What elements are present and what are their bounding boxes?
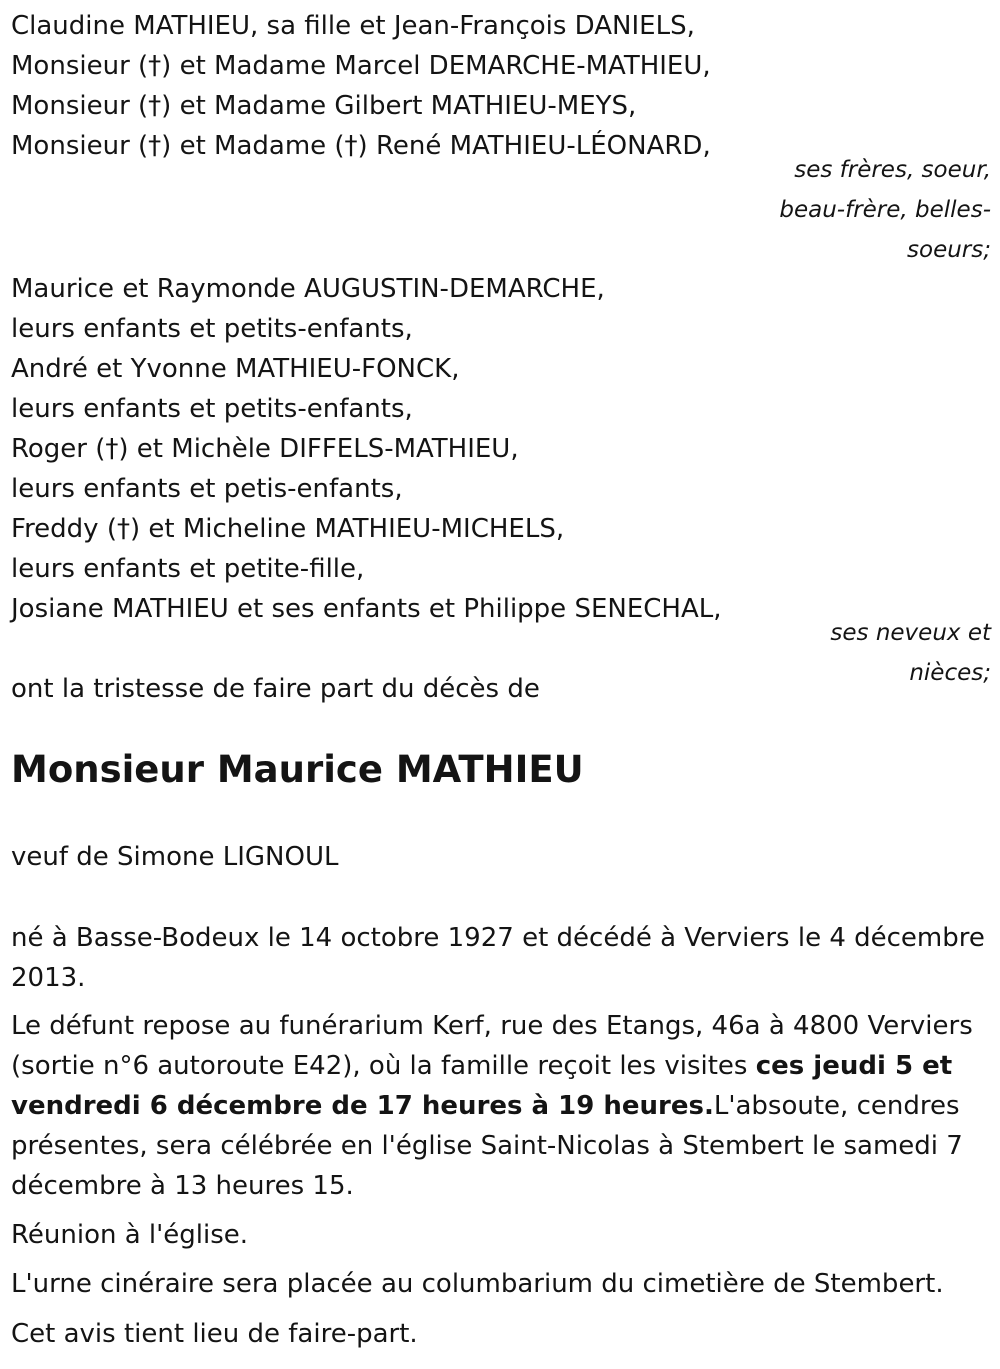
- family-line: Claudine MATHIEU, sa fille et Jean-François DANIELS,: [11, 11, 695, 41]
- visitation-hours: ces jeudi 5 et vendredi 6 décembre de 17 heures à 19 heures.: [11, 1051, 953, 1121]
- family-line: Monsieur (†) et Madame (†) René MATHIEU-LÉONARD,: [11, 131, 711, 161]
- relation-line: ses frères, soeur,: [794, 157, 991, 183]
- notice-text: Cet avis tient lieu de faire-part.: [11, 1319, 418, 1349]
- birth-death-text: né à Basse-Bodeux le 14 octobre 1927 et décédé à Verviers le 4 décembre 2013.: [11, 923, 985, 993]
- visitation-text: [11, 1006, 996, 1206]
- relation-siblings: [751, 150, 991, 270]
- relation-line: ses neveux et: [830, 620, 991, 646]
- visitation-part2: L'absoute, cendres présentes, sera célébrée en l'église Saint-Nicolas à Stembert le samedi 7 décembre à 13 heures 15.: [11, 1091, 963, 1201]
- family-line: Monsieur (†) et Madame Marcel DEMARCHE-MATHIEU,: [11, 51, 711, 81]
- family-line: André et Yvonne MATHIEU-FONCK,: [11, 354, 460, 384]
- deceased-name: Monsieur Maurice MATHIEU: [11, 748, 584, 791]
- family-line: leurs enfants et petits-enfants,: [11, 314, 413, 344]
- family-line: Freddy (†) et Micheline MATHIEU-MICHELS,: [11, 514, 565, 544]
- meeting-text: Réunion à l'église.: [11, 1220, 249, 1250]
- family-line: Roger (†) et Michèle DIFFELS-MATHIEU,: [11, 434, 519, 464]
- relation-line: nièces;: [909, 660, 991, 686]
- relation-line: beau-frère, belles-: [779, 197, 991, 223]
- family-line: Josiane MATHIEU et ses enfants et Philippe SENECHAL,: [11, 594, 722, 624]
- urn-text: L'urne cinéraire sera placée au columbarium du cimetière de Stembert.: [11, 1269, 944, 1299]
- relation-line: soeurs;: [907, 237, 991, 263]
- family-line: leurs enfants et petis-enfants,: [11, 474, 403, 504]
- family-line: leurs enfants et petite-fille,: [11, 554, 365, 584]
- visitation-part1: Le défunt repose au funérarium Kerf, rue des Etangs, 46a à 4800 Verviers (sortie n°6 autoroute E42), où la famille reçoit les visites: [11, 1011, 973, 1081]
- family-line: Monsieur (†) et Madame Gilbert MATHIEU-MEYS,: [11, 91, 637, 121]
- family-group-siblings: [11, 6, 991, 166]
- relation-nephews: [751, 613, 991, 693]
- family-line: leurs enfants et petits-enfants,: [11, 394, 413, 424]
- family-line: Maurice et Raymonde AUGUSTIN-DEMARCHE,: [11, 274, 605, 304]
- announcement-text: ont la tristesse de faire part du décès de: [11, 674, 540, 704]
- widower-of-text: veuf de Simone LIGNOUL: [11, 842, 339, 872]
- family-group-nephews: [11, 269, 991, 629]
